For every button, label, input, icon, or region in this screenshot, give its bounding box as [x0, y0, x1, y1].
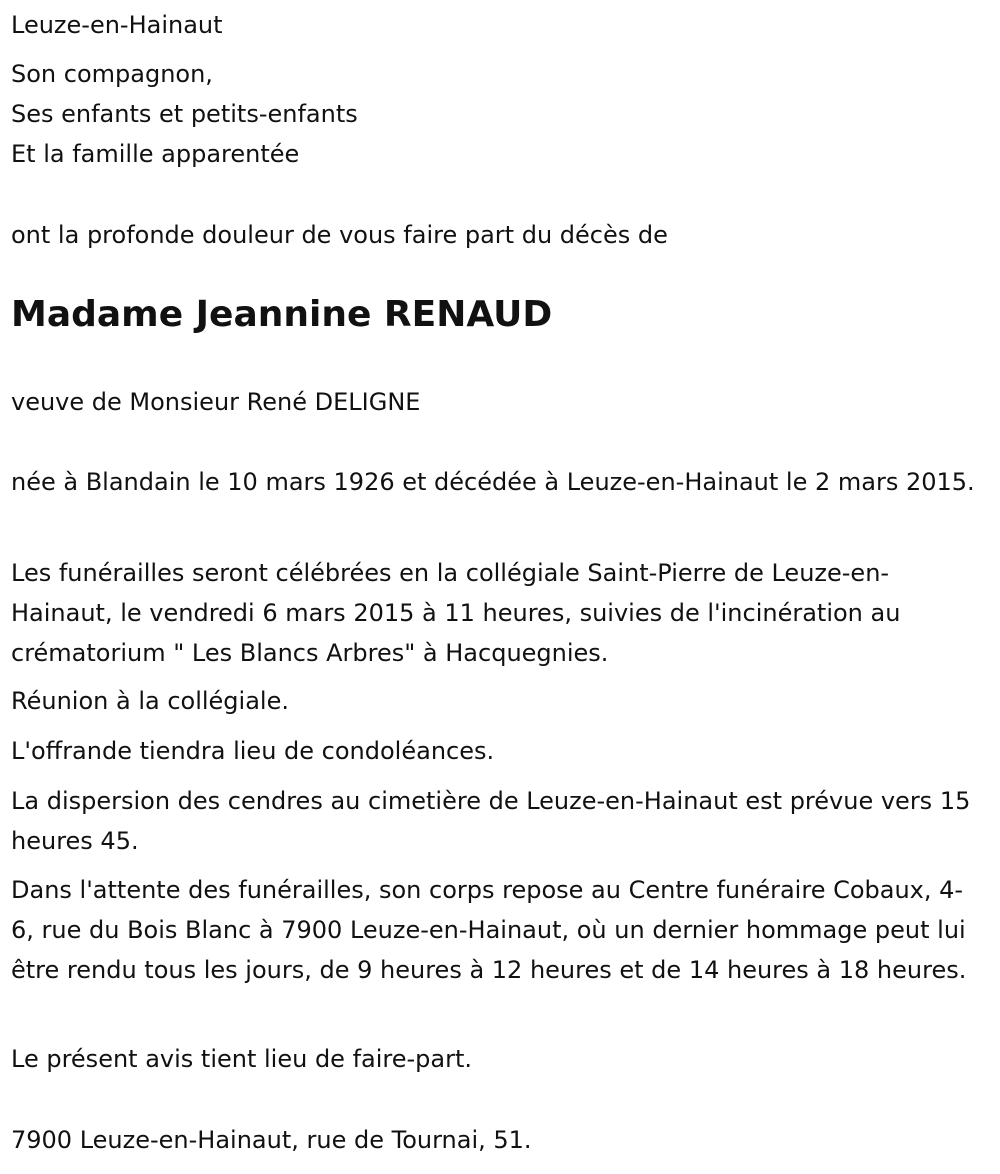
mourner-line: Et la famille apparentée: [11, 140, 300, 168]
offering-text: L'offrande tiendra lieu de condoléances.: [11, 737, 495, 765]
notice-note-text: Le présent avis tient lieu de faire-part.: [11, 1045, 473, 1073]
ashes-paragraph: La dispersion des cendres au cimetière de Leuze-en-Hainaut est prévue vers 15 heures 45.: [11, 787, 971, 855]
deceased-name: Madame Jeannine RENAUD: [11, 294, 553, 335]
place-heading: Leuze-en-Hainaut: [11, 11, 223, 39]
birth-death-paragraph: née à Blandain le 10 mars 1926 et décédée à Leuze-en-Hainaut le 2 mars 2015.: [11, 468, 975, 496]
widow-of-text: veuve de Monsieur René DELIGNE: [11, 388, 421, 416]
mourner-line: Ses enfants et petits-enfants: [11, 100, 358, 128]
funeral-paragraph: Les funérailles seront célébrées en la collégiale Saint-Pierre de Leuze-en-Hainaut, le vendredi 6 mars 2015 à 11 heures, suivies de l'incinération au crématorium " Les Blancs Arbres" à Hacquegnies.: [11, 559, 901, 667]
meeting-text: Réunion à la collégiale.: [11, 687, 289, 715]
mourner-line: Son compagnon,: [11, 60, 213, 88]
address-text: 7900 Leuze-en-Hainaut, rue de Tournai, 51.: [11, 1126, 532, 1154]
announcement-text: ont la profonde douleur de vous faire part du décès de: [11, 221, 668, 249]
viewing-paragraph: Dans l'attente des funérailles, son corps repose au Centre funéraire Cobaux, 4-6, rue du Bois Blanc à 7900 Leuze-en-Hainaut, où un dernier hommage peut lui être rendu tous les jours, de 9 heures à 12 heures et de 14 heures à 18 heures.: [11, 876, 967, 984]
